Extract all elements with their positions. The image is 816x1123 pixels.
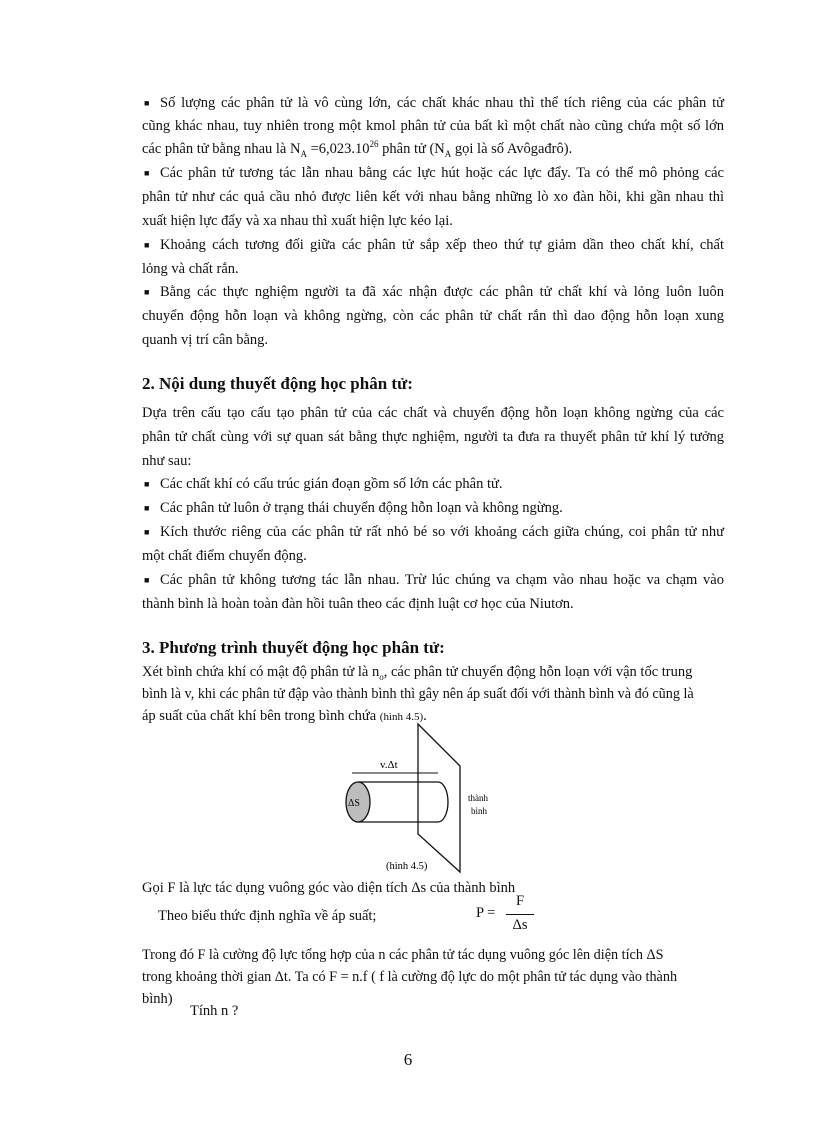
bullet-icon: ■: [144, 575, 150, 585]
bullet-line: quanh vị trí cân bằng.: [142, 332, 269, 348]
bullet-icon: ■: [144, 479, 150, 489]
bullet-line: Các chất khí có cấu trúc gián đoạn gồm số lớn các phân tử.: [160, 476, 503, 492]
paragraph-line: Gọi F là lực tác dụng vuông góc vào diện tích Δs của thành bình: [142, 880, 516, 896]
paragraph-line: Dựa trên cấu tạo cấu tạo phân tử của các chất và chuyển động hỗn loạn không ngừng của các: [142, 405, 724, 421]
label-v-dt: v.Δt: [380, 759, 398, 771]
container-wall-shape: [418, 724, 460, 872]
cylinder-end-arc: [438, 782, 448, 822]
paragraph-line: Theo biểu thức định nghĩa về áp suất;: [158, 908, 377, 924]
bullet-line: Khoảng cách tương đối giữa các phân tử sắp xếp theo thứ tự giảm dần theo chất khí, chất: [160, 237, 724, 253]
paragraph-line: bình là v, khi các phân tử đập vào thành bình thì gây nên áp suất đối với thành bình và đó cũng là: [142, 686, 694, 702]
bullet-line: cũng khác nhau, tuy nhiên trong một kmol phân tử của bất kì một chất nào cũng chứa một số lớn: [142, 118, 724, 134]
bullet-line: thành bình là hoàn toàn đàn hồi tuân theo các định luật cơ học của Niutơn.: [142, 596, 574, 612]
bullet-icon: ■: [144, 527, 150, 537]
label-wall-1: thành: [468, 793, 488, 803]
bullet-line: Kích thước riêng của các phân tử rất nhỏ bé so với khoảng cách giữa chúng, coi phân tử như: [160, 524, 724, 540]
paragraph-line: áp suất của chất khí bên trong bình chứa (hình 4.5).: [142, 708, 427, 724]
bullet-line: phân tử như các quả cầu nhỏ được liên kết với nhau bằng những lò xo đàn hồi, khi gần nhau thì: [142, 189, 724, 205]
formula-numerator: F: [515, 893, 525, 909]
bullet-line: Các phân tử luôn ở trạng thái chuyển động hỗn loạn và không ngừng.: [160, 500, 563, 516]
paragraph-line: Trong đó F là cường độ lực tổng hợp của n các phân tử tác dụng vuông góc lên diện tích ΔS: [142, 947, 664, 963]
bullet-line: Bằng các thực nghiệm người ta đã xác nhận được các phân tử chất khí và lỏng luôn luôn: [160, 284, 724, 300]
section-heading: 2. Nội dung thuyết động học phân tử:: [142, 374, 413, 393]
label-delta-s: ΔS: [348, 798, 360, 809]
figure-caption: (hình 4.5): [386, 861, 428, 872]
bullet-line: Các phân tử tương tác lẫn nhau bằng các lực hút hoặc các lực đẩy. Ta có thể mô phỏng các: [160, 165, 724, 181]
label-wall-2: bình: [471, 806, 488, 816]
paragraph-line: phân tử chất cùng với sự quan sát bằng thực nghiệm, người ta đưa ra thuyết phân tử khí lý tưởng: [142, 429, 724, 445]
page-number: 6: [403, 1050, 413, 1069]
figure-cylinder-wall: [330, 722, 500, 882]
bullet-line: một chất điểm chuyển động.: [142, 548, 307, 564]
bullet-icon: ■: [144, 98, 150, 108]
bullet-icon: ■: [144, 240, 150, 250]
section-heading: 3. Phương trình thuyết động học phân tử:: [142, 638, 445, 657]
bullet-icon: ■: [144, 168, 150, 178]
paragraph-line: bình): [142, 991, 173, 1007]
bullet-icon: ■: [144, 287, 150, 297]
bullet-line: Số lượng các phân tử là vô cùng lớn, các chất khác nhau thì thể tích riêng của các phân tử: [160, 95, 724, 111]
formula-denominator: Δs: [512, 917, 528, 933]
paragraph-line: Xét bình chứa khí có mật độ phân tử là $n_o$, các phân tử chuyển động hỗn loạn với vận tốc trung: [142, 664, 693, 682]
fraction-bar: [506, 914, 534, 915]
bullet-line: lỏng và chất rắn.: [142, 261, 239, 277]
formula-lhs: P =: [476, 905, 496, 921]
bullet-line: Các phân tử không tương tác lẫn nhau. Trừ lúc chúng va chạm vào nhau hoặc va chạm vào: [160, 572, 724, 588]
paragraph-line: trong khoảng thời gian Δt. Ta có F = n.f ( f là cường độ lực do một phân tử tác dụng vào thành: [142, 969, 678, 985]
bullet-line: xuất hiện lực đẩy và xa nhau thì xuất hiện lực kéo lại.: [142, 213, 453, 229]
bullet-icon: ■: [144, 503, 150, 513]
bullet-line: chuyển động hỗn loạn và không ngừng, còn các phân tử chất rắn thì dao động hỗn loạn xung: [142, 308, 724, 324]
question-line: Tính n ?: [190, 1003, 239, 1019]
bullet-line-avogadro: các phân tử bằng nhau là $N_A =6,023.10^{26}$ phân tử ($N_A$ gọi là số Avôgađrô).: [142, 139, 573, 159]
paragraph-line: như sau:: [142, 453, 192, 469]
